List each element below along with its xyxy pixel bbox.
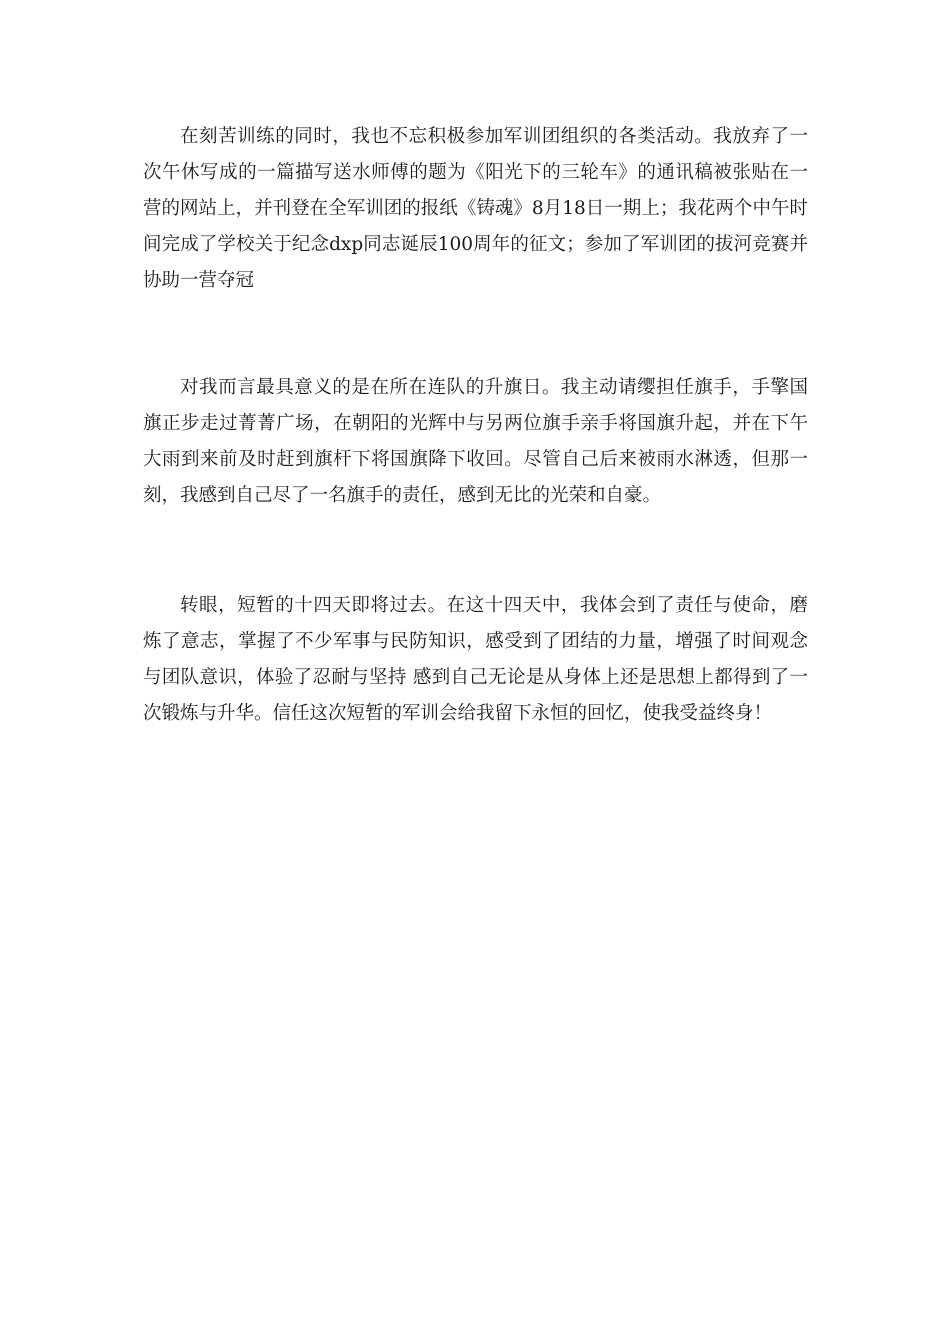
paragraph-conclusion: 转眼，短暂的十四天即将过去。在这十四天中，我体会到了责任与使命，磨炼了意志，掌握了不少军事与民防知识，感受到了团结的力量，增强了时间观念与团队意识，体验了忍耐与坚持 感到自己无论是从身体上还是思想上都得到了一次锻炼与升华。信任这次短暂的军训会给我留下永恒的回忆，使我受益终身！ (143, 595, 808, 724)
paragraph-flag-raising: 对我而言最具意义的是在所在连队的升旗日。我主动请缨担任旗手，手擎国旗正步走过菁菁广场，在朝阳的光辉中与另两位旗手亲手将国旗升起，并在下午大雨到来前及时赶到旗杆下将国旗降下收回。尽管自己后来被雨水淋透，但那一刻，我感到自己尽了一名旗手的责任，感到无比的光荣和自豪。 (143, 377, 808, 506)
paragraph-activities: 在刻苦训练的同时，我也不忘积极参加军训团组织的各类活动。我放弃了一次午休写成的一篇描写送水师傅的题为《阳光下的三轮车》的通讯稿被张贴在一营的网站上，并刊登在全军训团的报纸《铸魂》8月18日一期上；我花两个中午时间完成了学校关于纪念dxp同志诞辰100周年的征文；参加了军训团的拔河竞赛并协助一营夺冠 (143, 126, 808, 291)
